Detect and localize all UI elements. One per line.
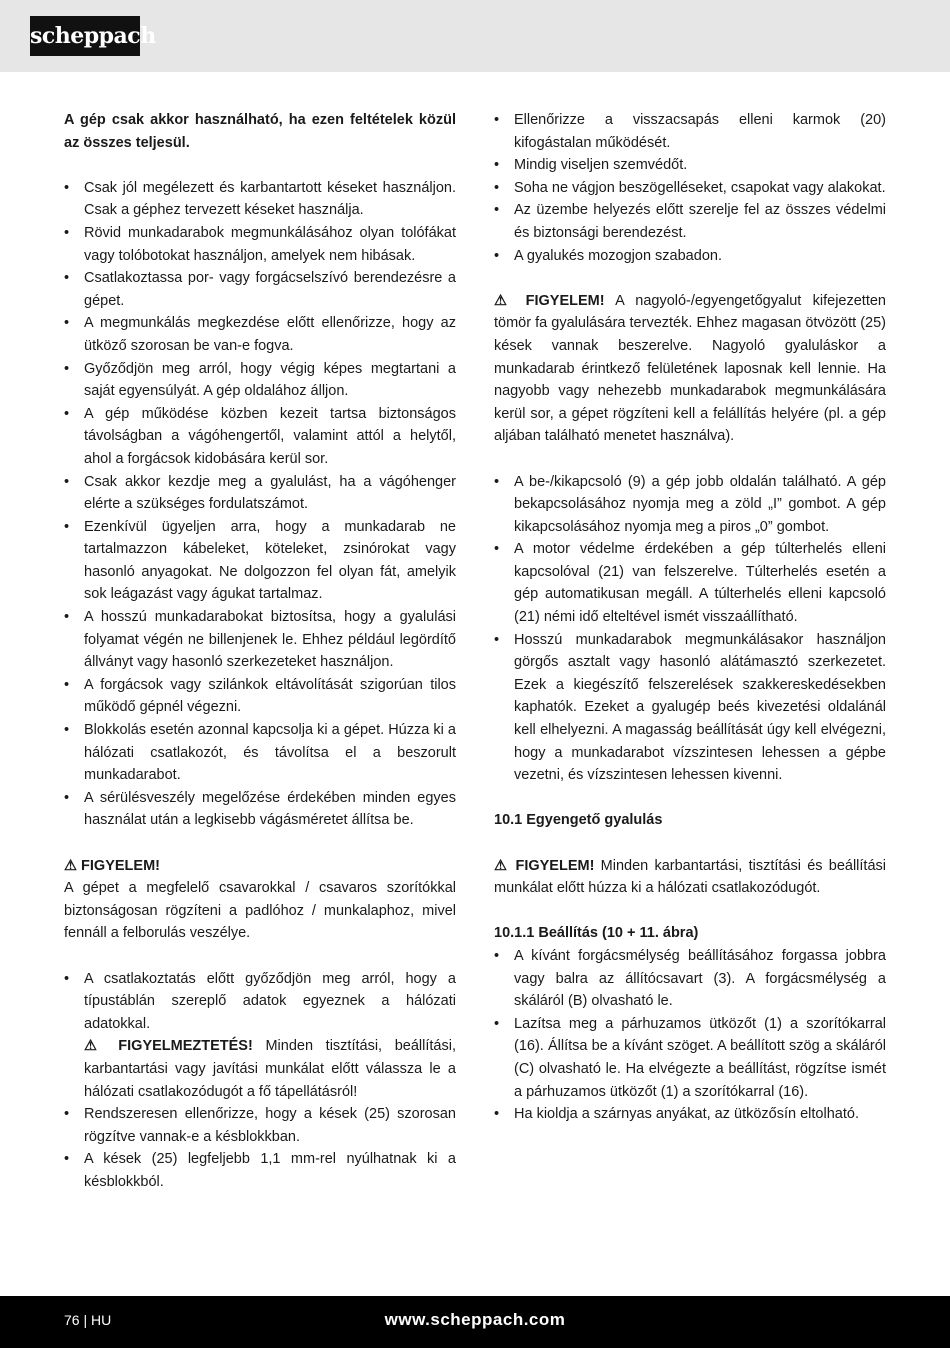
warning-paragraph-2: ⚠ FIGYELEM! Minden karbantartási, tisztítási és beállítási munkálat előtt húzza ki a hálózati csatlakozódugót.: [494, 857, 886, 897]
list-item: • A motor védelme érdekében a gép túlterhelés elleni kapcsolóval (21) van felszerelve. Túlterhelés esetén a gép automatikusan megáll. A túlterhelés elleni kapcsoló (21) némi idő elteltével ismét visszaállítható.: [494, 541, 886, 626]
list-item: • A be-/kikapcsoló (9) a gép jobb oldalán található. A gép bekapcsolásához nyomja meg a zöld „I” gombot. A gép kikapcsolásához nyomja meg a piros „0” gombot.: [494, 473, 886, 535]
right-bullet-list-2: [494, 471, 886, 787]
right-bullet-list-3: [494, 945, 886, 1126]
list-item: • Hosszú munkadarabok megmunkálásakor használjon görgős asztalt vagy hasonló alátámasztó szerkezetet. Ezek a kiegészítő felszerelések szakkereskedésekben kaphatók. Ezeket a gyalugép beés kivezetési oldalánál kell elhelyezni. A magasság beállítását úgy kell elvégezni, hogy a munkadarabot vízszintesen lehessen a gépbe vezetni, és vízszintesen lehessen kivenni.: [494, 631, 886, 784]
brand-logo: scheppach: [30, 16, 140, 56]
caution-text: Minden tisztítási, beállítási, karbantartási vagy javítási munkálat előtt válassza le a hálózati csatlakozódugót a fő tápellátásról!: [84, 1038, 456, 1100]
list-item: • Mindig viseljen szemvédőt.: [494, 157, 688, 174]
list-item: • A sérülésveszély megelőzése érdekében minden egyes használat után a legkisebb vágásméretet állítsa be.: [64, 789, 456, 829]
list-item: • A csatlakoztatás előtt győződjön meg arról, hogy a típustáblán szereplő adatok egyeznek a hálózati adatokkal. ⚠ FIGYELMEZTETÉS! Minden tisztítási, beállítási, karbantartási vagy javítási munkálat előtt válassza le a hálózati csatlakozódugót a fő tápellátásról!: [64, 970, 456, 1100]
list-item: • Győződjön meg arról, hogy végig képes megtartani a saját egyensúlyát. A gép oldalához álljon.: [64, 360, 456, 400]
warning-paragraph: ⚠ FIGYELEM! A nagyoló-/egyengetőgyalut kifejezetten tömör fa gyalulására tervezték. Ehhez magasan ötvözött (25) kések vannak beszerelve. Nagyoló gyaluláskor a munkadarab érintkező felületének laposnak kell lennie. Ha nagyobb vagy nehezebb munkadarabok megmunkálására kerül sor, a gépet rögzíteni kell a felállítás helyére (pl. a gép aljában található menetet használva).: [494, 292, 886, 445]
list-item: • A gép működése közben kezeit tartsa biztonságos távolságban a vágóhengertől, valamint attól a helytől, ahol a forgácsok kidobására kerül sor.: [64, 405, 456, 467]
warning-text: A gépet a megfelelő csavarokkal / csavaros szorítókkal biztonságosan rögzíteni a padlóhoz / munkalaphoz, mivel fennáll a felborulás veszélye.: [64, 880, 456, 942]
list-item: • Csatlakoztassa por- vagy forgácselszívó berendezésre a gépet.: [64, 270, 456, 309]
caution-label: ⚠ FIGYELMEZTETÉS!: [84, 1038, 253, 1055]
page-header: [0, 0, 950, 72]
list-item: • Soha ne vágjon beszögelléseket, csapokat vagy alakokat.: [494, 179, 886, 196]
list-item: • A kívánt forgácsmélység beállításához forgassa jobbra vagy balra az állítócsavart (3). A forgácsmélység a skáláról (B) olvasható le.: [494, 947, 886, 1010]
list-item: • A gyalukés mozogjon szabadon.: [494, 247, 722, 264]
right-bullet-list-1: [494, 109, 886, 267]
left-bullet-list-2: [64, 968, 456, 1104]
list-item: • Ezenkívül ügyeljen arra, hogy a munkadarab ne tartalmazzon kábeleket, köteleket, zsinórokat vagy hasonló anyagokat. Ne dolgozzon fel olyan fát, amelyik sok leágazást vagy águkat tartalmaz.: [64, 518, 456, 603]
subsection-heading: 10.1.1 Beállítás (10 + 11. ábra): [494, 925, 699, 942]
list-item: • Blokkolás esetén azonnal kapcsolja ki a gépet. Húzza ki a hálózati csatlakozót, és távolítsa el a beszorult munkadarabot.: [64, 722, 456, 784]
intro-heading: A gép csak akkor használható, ha ezen feltételek közül az összes teljesül.: [64, 112, 456, 151]
warning-title: ⚠ FIGYELEM!: [64, 857, 160, 874]
list-item: • Csak jól megélezett és karbantartott késeket használjon. Csak a géphez tervezett késeket használja.: [64, 179, 456, 219]
list-item: • Ha kioldja a szárnyas anyákat, az ütközősín eltolható.: [494, 1106, 859, 1123]
list-item: • Rövid munkadarabok megmunkálásához olyan tolófákat vagy tolóbotokat használjon, amelyek nem hibásak.: [64, 224, 456, 264]
right-column: [494, 109, 886, 1126]
list-item: • Ellenőrizze a visszacsapás elleni karmok (20) kifogástalan működését.: [494, 112, 886, 151]
warning-label: ⚠ FIGYELEM!: [494, 292, 605, 309]
list-item: • A kések (25) legfeljebb 1,1 mm-rel nyúlhatnak ki a késblokkból.: [64, 1151, 456, 1190]
warning-label-2: ⚠ FIGYELEM!: [494, 857, 595, 874]
section-heading: 10.1 Egyengető gyalulás: [494, 812, 663, 829]
left-column: [64, 109, 456, 1194]
page-number: 76 | HU: [64, 1312, 112, 1328]
list-item: • Rendszeresen ellenőrizze, hogy a kések (25) szorosan rögzítve vannak-e a késblokkban.: [64, 1106, 456, 1145]
list-item: • A megmunkálás megkezdése előtt ellenőrizze, hogy az ütköző szorosan be van-e fogva.: [64, 315, 456, 354]
page-footer: [0, 1296, 950, 1348]
list-item: • A forgácsok vagy szilánkok eltávolítását szigorúan tilos működő gépnél végezni.: [64, 676, 456, 716]
list-item: • Lazítsa meg a párhuzamos ütközőt (1) a szorítókarral (16). Állítsa be a kívánt szöget. A beállított szög a skáláról (C) olvasható le. Ha elvégezte a beállítást, rögzítse ismét a párhuzamos ütközőt (1) a szorítókarral (16).: [494, 1015, 886, 1100]
left-bullet-list-3: [64, 1103, 456, 1193]
list-item: • Az üzembe helyezés előtt szerelje fel az összes védelmi és biztonsági berendezést.: [494, 202, 886, 241]
list-item: • Csak akkor kezdje meg a gyalulást, ha a vágóhenger elérte a szükséges fordulatszámot.: [64, 473, 456, 513]
website-link[interactable]: www.scheppach.com: [384, 1310, 566, 1329]
left-bullet-list-1: [64, 177, 456, 832]
list-item: • A hosszú munkadarabokat biztosítsa, hogy a gyalulási folyamat végén ne billenjenek le. Ehhez például legördítő állványt vagy hasonló szerkezeteket használjon.: [64, 609, 456, 671]
